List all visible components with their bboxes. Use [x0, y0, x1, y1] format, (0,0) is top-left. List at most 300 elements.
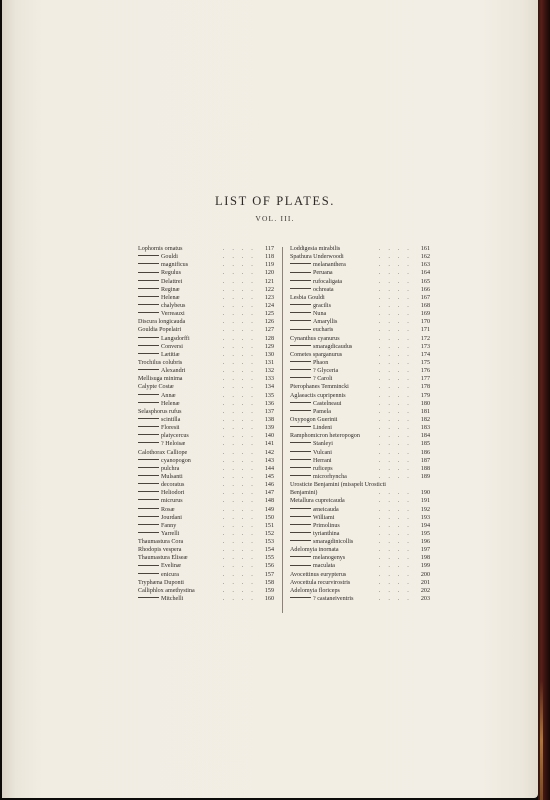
species-name: Helenæ [161, 400, 180, 407]
plate-entry [290, 571, 430, 579]
leader-dots: . . . . [378, 473, 412, 480]
plate-number: 183 [420, 425, 430, 432]
plate-number: 147 [264, 490, 274, 497]
species-name: decoratus [161, 482, 185, 489]
plate-entry [138, 514, 274, 522]
plate-number: 166 [420, 286, 430, 293]
species-name: melananthera [313, 262, 346, 269]
plate-entry [290, 245, 430, 253]
plate-number: 200 [420, 571, 430, 578]
ditto-dash [290, 508, 311, 509]
species-name: eucharis [313, 327, 334, 334]
leader-dots: . . . . [378, 400, 412, 407]
ditto-dash [290, 540, 311, 541]
leader-dots: . . . . [378, 457, 412, 464]
plate-entry [138, 506, 274, 514]
species-name: Williami [313, 514, 335, 521]
plate-number: 148 [264, 498, 274, 505]
plate-entry [290, 522, 430, 530]
species-name: Oxypogon Guerinii [290, 416, 338, 423]
plate-number: 192 [420, 506, 430, 513]
species-name: Rosæ [161, 506, 175, 513]
plate-number: 120 [264, 270, 274, 277]
ditto-dash [290, 516, 311, 517]
ditto-dash [138, 418, 159, 419]
species-name: Nuna [313, 311, 327, 318]
plate-number: 128 [264, 335, 274, 342]
ditto-dash [138, 475, 159, 476]
plate-number: 149 [264, 506, 274, 513]
plate-entry [138, 278, 274, 286]
plate-number: 175 [420, 359, 430, 366]
plate-entry [138, 522, 274, 530]
plate-number: 188 [420, 465, 430, 472]
plate-number: 125 [264, 311, 274, 318]
plate-number: 127 [264, 327, 274, 334]
plate-number: 162 [420, 254, 430, 261]
plate-number: 139 [264, 425, 274, 432]
plate-number: 191 [420, 498, 430, 505]
species-name: Amaryllis [313, 319, 338, 326]
leader-dots: . . . . [222, 351, 256, 358]
leader-dots: . . . . [222, 294, 256, 301]
plate-entry [138, 400, 274, 408]
species-name: Reginæ [161, 286, 180, 293]
species-name: Yarrelli [161, 530, 180, 537]
leader-dots: . . . . [222, 571, 256, 578]
plate-entry [290, 286, 430, 294]
leader-dots: . . . . [222, 376, 256, 383]
species-name: microrhyncha [313, 473, 347, 480]
leader-dots: . . . . [222, 530, 256, 537]
plate-number: 143 [264, 457, 274, 464]
leader-dots: . . . . [222, 506, 256, 513]
leader-dots: . . . . [222, 302, 256, 309]
ditto-dash [290, 402, 311, 403]
ditto-dash [138, 426, 159, 427]
plate-entry [138, 489, 274, 497]
ditto-dash [138, 369, 159, 370]
leader-dots: . . . . [222, 311, 256, 318]
ditto-dash [138, 524, 159, 525]
plate-number: 129 [264, 343, 274, 350]
species-name: Calypte Costæ [138, 384, 174, 391]
plate-number: 203 [420, 596, 430, 603]
leader-dots: . . . . [378, 425, 412, 432]
plate-number: 172 [420, 335, 430, 342]
species-name: Adelomyia floriceps [290, 587, 340, 594]
ditto-dash [138, 353, 159, 354]
leader-dots: . . . . [378, 286, 412, 293]
plate-entry [290, 400, 430, 408]
plate-entry [290, 392, 430, 400]
species-name: ruficeps [313, 465, 333, 472]
leader-dots: . . . . [378, 343, 412, 350]
species-name: chalybeus [161, 302, 186, 309]
plate-entry [138, 310, 274, 318]
leader-dots: . . . . [378, 294, 412, 301]
plate-number: 178 [420, 384, 430, 391]
leader-dots: . . . . [378, 302, 412, 309]
leader-dots: . . . . [222, 441, 256, 448]
ditto-dash [138, 491, 159, 492]
species-name: ? Glyceria [313, 368, 339, 375]
plate-number: 193 [420, 514, 430, 521]
plate-number: 197 [420, 547, 430, 554]
plate-number: 167 [420, 294, 430, 301]
ditto-dash [290, 475, 311, 476]
species-name: Primolinus [313, 522, 340, 529]
leader-dots: . . . . [222, 327, 256, 334]
leader-dots: . . . . [378, 376, 412, 383]
plate-number: 156 [264, 563, 274, 570]
species-name: Jourdani [161, 514, 182, 521]
plate-entry [290, 506, 430, 514]
ditto-dash [138, 402, 159, 403]
leader-dots: . . . . [378, 587, 412, 594]
plate-entry [138, 408, 274, 416]
species-name: Helenæ [161, 294, 180, 301]
plate-number: 176 [420, 368, 430, 375]
plate-number: 194 [420, 522, 430, 529]
ditto-dash [290, 272, 311, 273]
leader-dots: . . . . [378, 514, 412, 521]
plate-entry [138, 432, 274, 440]
left-plate-list [138, 245, 274, 603]
species-name: Regulus [161, 270, 181, 277]
species-name: ? Caroli [313, 376, 333, 383]
leader-dots: . . . . [378, 555, 412, 562]
leader-dots: . . . . [378, 254, 412, 261]
plate-number: 185 [420, 441, 430, 448]
plate-number: 133 [264, 376, 274, 383]
plate-number: 117 [265, 246, 274, 252]
ditto-dash [138, 263, 159, 264]
ditto-dash [290, 329, 311, 330]
plate-entry [290, 367, 430, 375]
plate-number: 132 [264, 368, 274, 375]
plate-number: 158 [264, 579, 274, 586]
ditto-dash [290, 288, 311, 289]
species-name: Urosticte Benjamini (misspelt Urosticti [290, 482, 386, 489]
plate-number: 165 [420, 278, 430, 285]
leader-dots: . . . . [222, 246, 256, 252]
species-name: Lophornis ornatus [138, 246, 183, 252]
leader-dots: . . . . [222, 473, 256, 480]
plate-number: 124 [264, 302, 274, 309]
plate-entry [290, 489, 430, 497]
species-name: Mellisuga minima [138, 376, 183, 383]
plate-entry [138, 465, 274, 473]
leader-dots: . . . . [222, 498, 256, 505]
plate-number: 195 [420, 530, 430, 537]
species-name: Trochilus colubris [138, 359, 183, 366]
plate-number: 144 [264, 465, 274, 472]
plate-entry [290, 514, 430, 522]
species-name: cyanopogon [161, 457, 191, 464]
page-title: LIST OF PLATES. [215, 194, 335, 208]
plate-entry [290, 359, 430, 367]
plate-number: 179 [420, 392, 430, 399]
leader-dots: . . . . [378, 465, 412, 472]
book-edge [538, 0, 550, 800]
plate-number: 121 [264, 278, 274, 285]
leader-dots: . . . . [378, 262, 412, 269]
species-name: Avocettinus eurypterus [290, 571, 347, 578]
plate-entry [138, 343, 274, 351]
ditto-dash [138, 312, 159, 313]
plate-number: 177 [420, 376, 430, 383]
column-divider [282, 247, 283, 613]
leader-dots: . . . . [222, 286, 256, 293]
leader-dots: . . . . [222, 596, 256, 603]
species-name: Spathura Underwoodi [290, 254, 344, 261]
species-name: Pamela [313, 408, 331, 415]
plate-entry [138, 538, 274, 546]
plate-entry [138, 481, 274, 489]
leader-dots: . . . . [378, 571, 412, 578]
plate-entry [290, 278, 430, 286]
plate-number: 134 [264, 384, 274, 391]
leader-dots: . . . . [222, 449, 256, 456]
ditto-dash [138, 337, 159, 338]
ditto-dash [290, 532, 311, 533]
ditto-dash [138, 483, 159, 484]
species-name: Alexandri [161, 368, 186, 375]
species-name: ? Heloisæ [161, 441, 186, 448]
species-name: Herrani [313, 457, 332, 464]
leader-dots: . . . . [222, 433, 256, 440]
plate-number: 171 [420, 327, 430, 334]
plate-entry [290, 335, 430, 343]
plate-entry [138, 579, 274, 587]
plate-entry [290, 457, 430, 465]
plate-number: 182 [420, 416, 430, 423]
plate-entry [290, 375, 430, 383]
plate-number: 140 [264, 433, 274, 440]
plate-number: 157 [264, 571, 274, 578]
volume-label: VOL. III. [255, 214, 295, 223]
species-name: gracilis [313, 302, 331, 309]
leader-dots: . . . . [222, 425, 256, 432]
leader-dots: . . . . [378, 579, 412, 586]
leader-dots: . . . . [222, 522, 256, 529]
plate-number: 187 [420, 457, 430, 464]
species-name: Peruana [313, 270, 333, 277]
plate-entry [290, 449, 430, 457]
plate-entry [290, 546, 430, 554]
plate-number: 118 [265, 254, 274, 261]
leader-dots: . . . . [378, 311, 412, 318]
plate-number: 161 [420, 246, 430, 252]
plate-entry [138, 497, 274, 505]
plate-entry [138, 351, 274, 359]
leader-dots: . . . . [378, 384, 412, 391]
species-name: Cometes sparganurus [290, 351, 343, 358]
plate-number: 142 [264, 449, 274, 456]
plate-entry [138, 269, 274, 277]
ditto-dash [290, 377, 311, 378]
species-name: tyrianthina [313, 530, 340, 537]
species-name: Lætitiæ [161, 351, 180, 358]
leader-dots: . . . . [378, 433, 412, 440]
plate-entry [138, 457, 274, 465]
ditto-dash [290, 320, 311, 321]
plate-entry [290, 579, 430, 587]
species-name: Evelinæ [161, 563, 181, 570]
ditto-dash [290, 451, 311, 452]
plate-entry [138, 253, 274, 261]
leader-dots: . . . . [222, 254, 256, 261]
species-name: scintilla [161, 416, 181, 423]
plate-entry [138, 440, 274, 448]
ditto-dash [290, 369, 311, 370]
species-name: micrurus [161, 498, 183, 505]
leader-dots: . . . . [222, 359, 256, 366]
species-name: smaragdicaudus [313, 343, 353, 350]
leader-dots: . . . . [222, 270, 256, 277]
species-name: platycercus [161, 433, 189, 440]
plate-number: 130 [264, 351, 274, 358]
plate-entry [290, 473, 430, 481]
species-name: Stanleyi [313, 441, 333, 448]
species-name: Mitchelli [161, 596, 184, 603]
ditto-dash [290, 280, 311, 281]
ditto-dash [138, 304, 159, 305]
plate-entry [290, 440, 430, 448]
ditto-dash [138, 345, 159, 346]
plate-entry [290, 587, 430, 595]
plate-number: 136 [264, 400, 274, 407]
species-name: ochreata [313, 286, 334, 293]
plate-entry [290, 497, 430, 505]
plate-number: 145 [264, 473, 274, 480]
ditto-dash [290, 312, 311, 313]
plate-entry [290, 261, 430, 269]
plate-entry [290, 554, 430, 562]
leader-dots: . . . . [222, 514, 256, 521]
ditto-dash [290, 459, 311, 460]
leader-dots: . . . . [378, 498, 412, 505]
plate-number: 159 [264, 587, 274, 594]
species-name: Aglaeactis cupripennis [290, 392, 346, 399]
plate-entry [290, 310, 430, 318]
leader-dots: . . . . [222, 539, 256, 546]
plate-entry [290, 530, 430, 538]
plate-number: 199 [420, 563, 430, 570]
ditto-dash [290, 524, 311, 525]
plate-number: 174 [420, 351, 430, 358]
ditto-dash [138, 508, 159, 509]
plate-entry [138, 473, 274, 481]
species-name: pulchra [161, 465, 180, 472]
species-name: Lesbia Gouldi [290, 294, 325, 301]
ditto-dash [138, 296, 159, 297]
leader-dots: . . . . [378, 327, 412, 334]
species-name: Avocettula recurvirostris [290, 579, 351, 586]
leader-dots: . . . . [378, 522, 412, 529]
plate-number: 196 [420, 539, 430, 546]
plate-entry [138, 261, 274, 269]
ditto-dash [138, 255, 159, 256]
leader-dots: . . . . [222, 368, 256, 375]
leader-dots: . . . . [222, 400, 256, 407]
plate-entry [290, 326, 430, 334]
plate-entry [138, 326, 274, 334]
species-name: Ramphomicron heteropogon [290, 433, 360, 440]
plate-number: 154 [264, 547, 274, 554]
species-name: Thaumastura Eliseæ [138, 555, 188, 562]
leader-dots: . . . . [378, 246, 412, 252]
species-name: melanogenys [313, 555, 346, 562]
ditto-dash [138, 597, 159, 598]
species-name: Conversi [161, 343, 184, 350]
plate-number: 173 [420, 343, 430, 350]
ditto-dash [138, 565, 159, 566]
leader-dots: . . . . [378, 416, 412, 423]
species-name: Phaon [313, 359, 329, 366]
leader-dots: . . . . [222, 392, 256, 399]
species-name: enicura [161, 571, 179, 578]
leader-dots: . . . . [222, 384, 256, 391]
species-name: Mulsanti [161, 473, 183, 480]
species-name: rufocaligata [313, 278, 343, 285]
plate-entry [290, 343, 430, 351]
plate-entry [290, 294, 430, 302]
leader-dots: . . . . [222, 547, 256, 554]
plate-entry [290, 416, 430, 424]
plate-entry [290, 432, 430, 440]
ditto-dash [290, 361, 311, 362]
leader-dots: . . . . [222, 490, 256, 497]
ditto-dash [290, 345, 311, 346]
species-name: magnificus [161, 262, 189, 269]
plate-entry [290, 318, 430, 326]
leader-dots: . . . . [378, 408, 412, 415]
plate-number: 163 [420, 262, 430, 269]
leader-dots: . . . . [378, 319, 412, 326]
plate-entry [138, 587, 274, 595]
species-name: Langsdorffi [161, 335, 190, 342]
ditto-dash [290, 556, 311, 557]
plate-entry [290, 538, 430, 546]
leader-dots: . . . . [378, 441, 412, 448]
leader-dots: . . . . [222, 457, 256, 464]
species-name: Heliodori [161, 490, 185, 497]
leader-dots: . . . . [222, 555, 256, 562]
species-name: Floresii [161, 425, 180, 432]
plate-number: 123 [264, 294, 274, 301]
leader-dots: . . . . [378, 530, 412, 537]
plate-number: 202 [420, 587, 430, 594]
plate-number: 164 [420, 270, 430, 277]
leader-dots: . . . . [222, 465, 256, 472]
plate-number: 190 [420, 490, 430, 497]
right-plate-list [290, 245, 430, 603]
plate-entry [138, 416, 274, 424]
plate-entry [290, 481, 430, 489]
plate-number: 122 [264, 286, 274, 293]
plate-number: 153 [264, 539, 274, 546]
species-name: Cynanthus cyanurus [290, 335, 340, 342]
plate-entry [138, 424, 274, 432]
leader-dots: . . . . [222, 408, 256, 415]
species-name: Verreauxi [161, 311, 185, 318]
plate-entry [138, 546, 274, 554]
species-name: Gouldi [161, 254, 178, 261]
leader-dots: . . . . [378, 392, 412, 399]
plate-entry [138, 318, 274, 326]
